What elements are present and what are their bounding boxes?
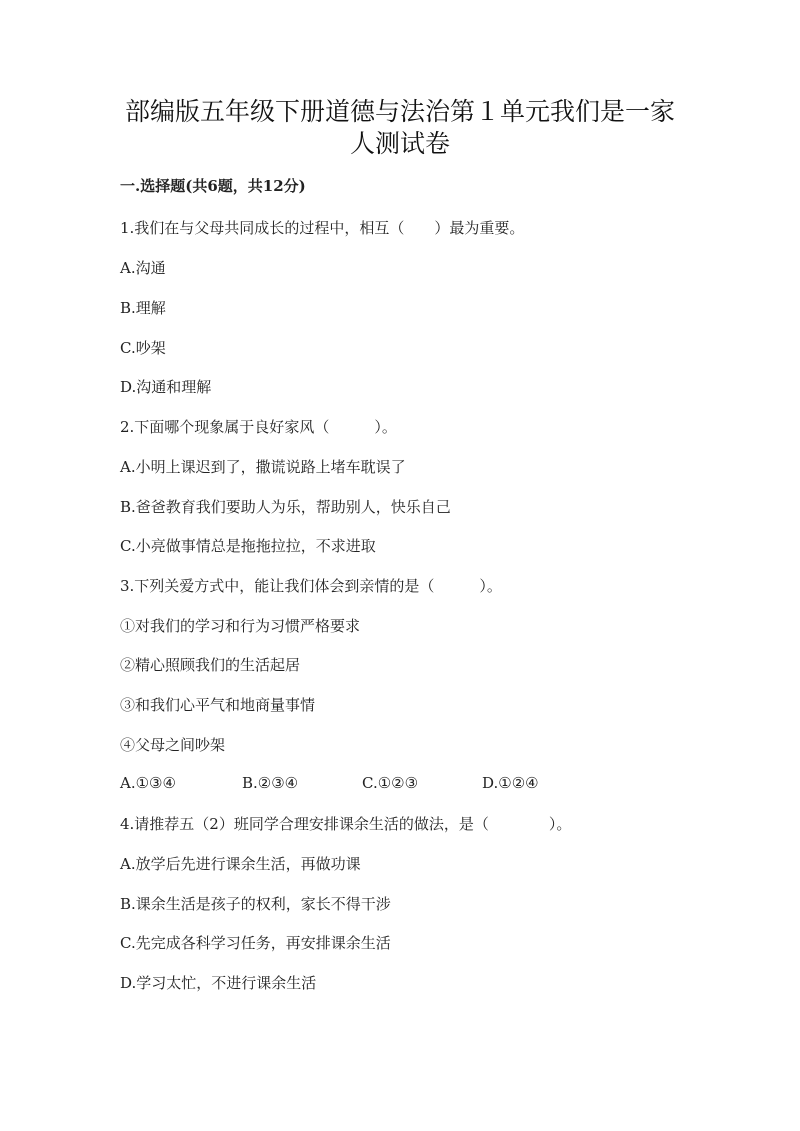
question-4-option-d: D.学习太忙，不进行课余生活 [120, 974, 317, 992]
question-3-item-2: ②精心照顾我们的生活起居 [120, 656, 301, 674]
page-title-line-1: 部编版五年级下册道德与法治第１单元我们是一家 [124, 97, 675, 126]
page-title-line-2: 人测试卷 [349, 129, 450, 158]
question-4-option-c: C.先完成各科学习任务，再安排课余生活 [120, 934, 391, 952]
question-1-option-a: A.沟通 [120, 259, 166, 277]
section-heading: 一.选择题(共6题，共12分) [120, 177, 306, 195]
question-4-option-a: A.放学后先进行课余生活，再做功课 [120, 855, 361, 873]
question-3-option-a: A.①③④ [120, 774, 176, 792]
question-3-item-3: ③和我们心平气和地商量事情 [120, 696, 316, 714]
question-1-option-d: D.沟通和理解 [120, 378, 212, 396]
question-2-option-c: C.小亮做事情总是拖拖拉拉，不求进取 [120, 537, 376, 555]
question-3-option-c: C.①②③ [362, 774, 419, 792]
question-3-stem: 3.下列关爱方式中，能让我们体会到亲情的是（ ）。 [120, 577, 502, 595]
question-3-options [120, 773, 680, 793]
question-3-item-4: ④父母之间吵架 [120, 736, 226, 754]
question-4-option-b: B.课余生活是孩子的权利，家长不得干涉 [120, 895, 391, 913]
question-1-option-c: C.吵架 [120, 339, 166, 357]
question-1-option-b: B.理解 [120, 299, 166, 317]
question-3-option-b: B.②③④ [242, 774, 299, 792]
question-2-option-a: A.小明上课迟到了，撒谎说路上堵车耽误了 [120, 458, 406, 476]
question-4-stem: 4.请推荐五（2）班同学合理安排课余生活的做法，是（ ）。 [120, 815, 572, 833]
question-2-option-b: B.爸爸教育我们要助人为乐，帮助别人，快乐自己 [120, 498, 451, 516]
question-1-stem: 1.我们在与父母共同成长的过程中，相互（ ）最为重要。 [120, 219, 525, 237]
question-3-option-d: D.①②④ [482, 774, 539, 792]
question-3-item-1: ①对我们的学习和行为习惯严格要求 [120, 617, 361, 635]
question-2-stem: 2.下面哪个现象属于良好家风（ ）。 [120, 418, 397, 436]
